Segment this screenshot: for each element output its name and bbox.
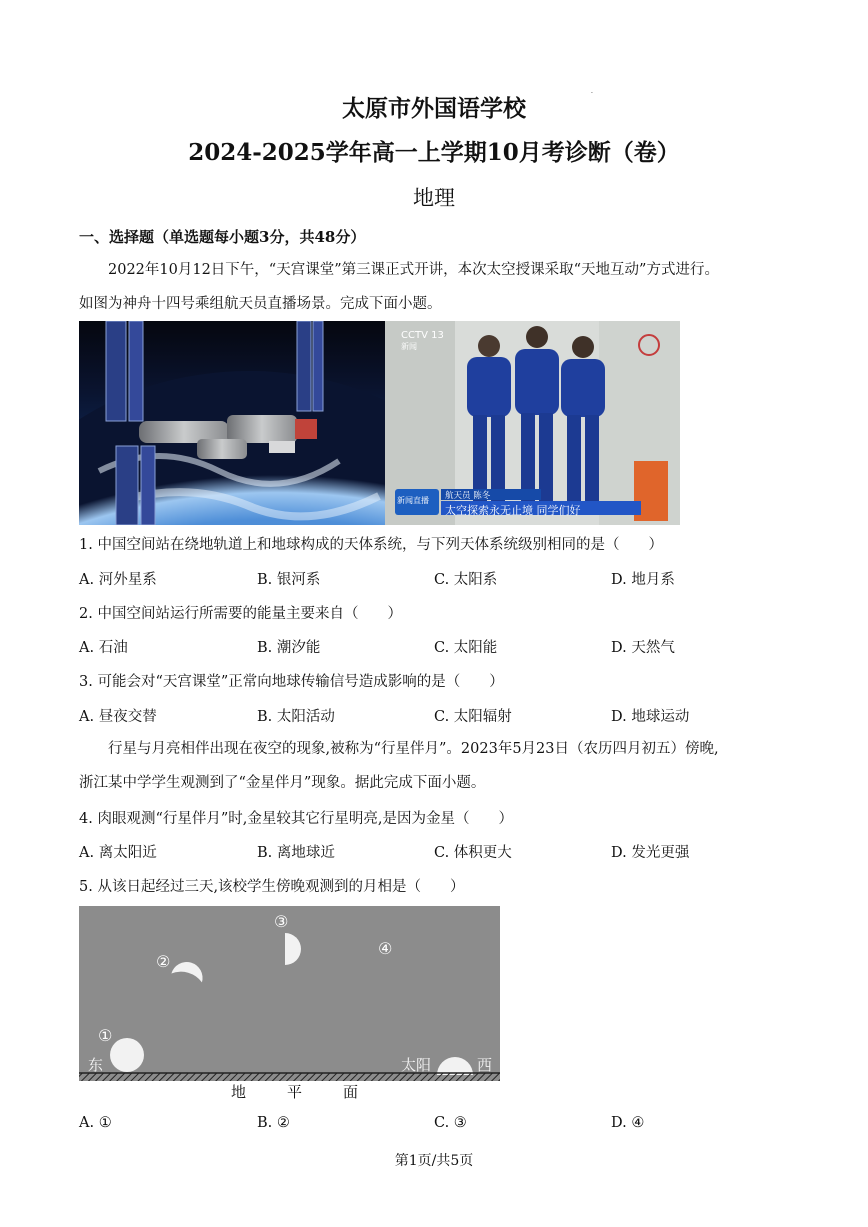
west-label: 西 (477, 1056, 493, 1074)
q1-option-a[interactable]: A. 河外星系 (79, 572, 157, 588)
solar-panel (129, 321, 143, 421)
moon-1-label: ① (98, 1026, 113, 1045)
ground-hatching (79, 1073, 500, 1081)
moon-2-gibbous (169, 956, 206, 993)
cctv-logo-sub: 新闻 (401, 342, 417, 351)
question-2-stem: 2. 中国空间站运行所需要的能量主要来自（ ） (79, 606, 402, 622)
q4-option-c[interactable]: C. 体积更大 (434, 845, 512, 861)
live-banner: 太空探索永无止境 同学们好 (445, 504, 581, 517)
q2-option-b[interactable]: B. 潮汐能 (257, 640, 321, 656)
moon-1-full (110, 1038, 144, 1072)
solar-panel (116, 446, 138, 525)
ground-label-1: 地 (231, 1083, 247, 1101)
east-label: 东 (88, 1056, 104, 1074)
q3-option-b[interactable]: B. 太阳活动 (257, 709, 335, 725)
q5-option-b[interactable]: B. ② (257, 1115, 290, 1131)
cctv-logo-text: CCTV 13 (401, 330, 444, 341)
cctv-logo (401, 330, 444, 352)
q4-option-a[interactable]: A. 离太阳近 (79, 845, 157, 861)
q2-option-c[interactable]: C. 太阳能 (434, 640, 498, 656)
q1-option-b[interactable]: B. 银河系 (257, 572, 321, 588)
q5-option-a[interactable]: A. ① (79, 1115, 112, 1131)
q5-option-c[interactable]: C. ③ (434, 1115, 467, 1131)
moon-2-label: ② (156, 952, 171, 971)
ground-label-2: 平 (287, 1083, 303, 1101)
channel-tag: 新闻直播 (397, 496, 429, 505)
moon-phase-figure (79, 906, 500, 1081)
q3-option-c[interactable]: C. 太阳辐射 (434, 709, 512, 725)
station-module (295, 419, 317, 439)
stray-mark: · (591, 90, 593, 97)
name-tag: 航天员 陈冬 (445, 491, 491, 501)
q3-option-d[interactable]: D. 地球运动 (611, 709, 690, 725)
question-4-stem: 4. 肉眼观测“行星伴月”时,金星较其它行星明亮,是因为金星（ ） (79, 811, 513, 827)
solar-panel (141, 446, 155, 525)
q1-option-c[interactable]: C. 太阳系 (434, 572, 498, 588)
station-module (269, 441, 295, 453)
q4-option-d[interactable]: D. 发光更强 (611, 845, 690, 861)
passage-1-line-1: 2022年10月12日下午，“天宫课堂”第三课正式开讲，本次太空授课采取“天地互动”方式进行。 (108, 262, 719, 278)
ground-label-3: 面 (343, 1083, 359, 1101)
passage-2-line-2: 浙江某中学学生观测到了“金星伴月”现象。据此完成下面小题。 (79, 775, 486, 791)
solar-panel (297, 321, 311, 411)
ground-label (231, 1081, 399, 1102)
space-station-illustration (79, 321, 680, 525)
question-5-stem: 5. 从该日起经过三天,该校学生傍晚观测到的月相是（ ） (79, 879, 465, 895)
space-station-photo (79, 321, 680, 525)
moon-3-half (285, 933, 301, 965)
q4-option-b[interactable]: B. 离地球近 (257, 845, 335, 861)
q2-option-d[interactable]: D. 天然气 (611, 640, 675, 656)
sun-label: 太阳 (401, 1056, 432, 1074)
question-3-stem: 3. 可能会对“天宫课堂”正常向地球传输信号造成影响的是（ ） (79, 674, 504, 690)
passage-2 (79, 732, 794, 800)
section-heading: 一、选择题（单选题每小题3分，共48分） (79, 228, 366, 246)
page-footer: 第1页/共5页 (394, 1153, 474, 1169)
moon-phase-diagram (79, 906, 500, 1081)
question-1-stem: 1. 中国空间站在绕地轨道上和地球构成的天体系统，与下列天体系统级别相同的是（ ） (79, 537, 663, 553)
q1-option-d[interactable]: D. 地月系 (611, 572, 675, 588)
exam-title: 2024-2025学年高一上学期10月考诊断（卷） (188, 139, 680, 166)
station-module (227, 415, 297, 443)
subject-title: 地理 (413, 186, 455, 210)
school-title: 太原市外国语学校 (342, 95, 526, 122)
moon-3-label: ③ (274, 912, 289, 931)
solar-panel (106, 321, 126, 421)
q5-option-d[interactable]: D. ④ (611, 1115, 645, 1131)
solar-panel (313, 321, 323, 411)
station-module (197, 439, 247, 459)
passage-1 (79, 253, 794, 321)
q3-option-a[interactable]: A. 昼夜交替 (79, 709, 157, 725)
moon-4-label: ④ (378, 939, 393, 958)
passage-2-line-1: 行星与月亮相伴出现在夜空的现象,被称为“行星伴月”。2023年5月23日（农历四月初五）傍晚, (108, 741, 719, 757)
moon-4-crescent (369, 962, 397, 989)
passage-1-line-2: 如图为神舟十四号乘组航天员直播场景。完成下面小题。 (79, 296, 442, 312)
q2-option-a[interactable]: A. 石油 (79, 640, 128, 656)
